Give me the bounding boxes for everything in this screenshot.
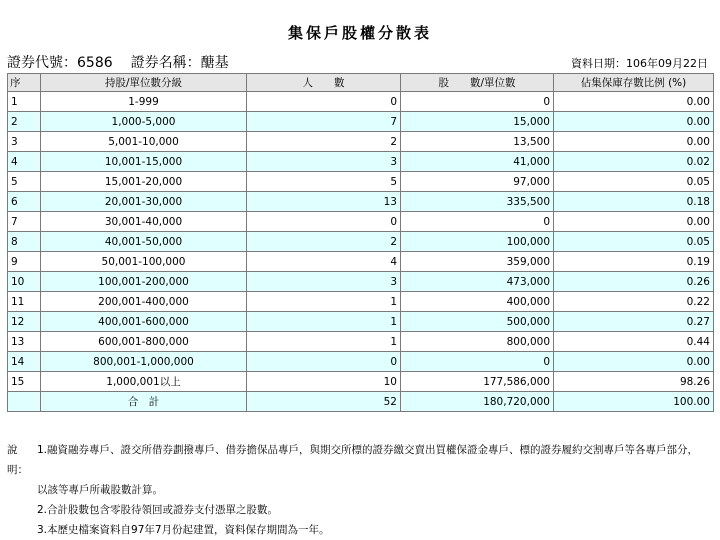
- total-percent: 100.00: [554, 392, 714, 412]
- row-range: 400,001-600,000: [41, 312, 247, 332]
- stock-name-label: 證券名稱：: [130, 55, 201, 71]
- row-people: 1: [247, 312, 401, 332]
- table-row: [8, 372, 714, 392]
- table-row: [8, 272, 714, 292]
- row-people: 2: [247, 132, 401, 152]
- total-seq: [8, 392, 41, 412]
- row-shares: 335,500: [401, 192, 554, 212]
- row-shares: 0: [401, 352, 554, 372]
- note-item: 1.融資融券專戶、證交所借券劃撥專戶、借券擔保品專戶，與期交所標的證券繳交賣出買權保證金專戶、標的證券履約交割專戶等各專戶部分，: [37, 444, 699, 456]
- row-shares: 800,000: [401, 332, 554, 352]
- row-shares: 13,500: [401, 132, 554, 152]
- row-seq: 8: [8, 232, 41, 252]
- col-header-shares: 股 數/單位數: [401, 74, 554, 92]
- row-shares: 0: [401, 92, 554, 112]
- row-shares: 0: [401, 212, 554, 232]
- notes-label: 說明：: [7, 444, 28, 476]
- row-people: 3: [247, 272, 401, 292]
- row-seq: 3: [8, 132, 41, 152]
- row-people: 4: [247, 252, 401, 272]
- table-row: [8, 252, 714, 272]
- table-row: [8, 132, 714, 152]
- row-seq: 10: [8, 272, 41, 292]
- row-shares: 177,586,000: [401, 372, 554, 392]
- row-shares: 97,000: [401, 172, 554, 192]
- stock-code: 6586: [77, 55, 113, 71]
- row-percent: 0.00: [554, 212, 714, 232]
- row-people: 0: [247, 352, 401, 372]
- row-range: 200,001-400,000: [41, 292, 247, 312]
- row-people: 7: [247, 112, 401, 132]
- table-row: [8, 192, 714, 212]
- note-item: 3.本歷史檔案資料自97年7月份起建置，資料保存期間為一年。: [37, 524, 330, 536]
- table-row: [8, 232, 714, 252]
- row-percent: 0.05: [554, 232, 714, 252]
- total-row: [8, 392, 714, 412]
- row-percent: 0.18: [554, 192, 714, 212]
- page-title: 集保戶股權分散表: [287, 24, 432, 42]
- row-people: 5: [247, 172, 401, 192]
- row-seq: 4: [8, 152, 41, 172]
- row-seq: 14: [8, 352, 41, 372]
- table-header-row: [8, 74, 714, 92]
- row-range: 1-999: [41, 92, 247, 112]
- row-percent: 0.02: [554, 152, 714, 172]
- row-percent: 0.44: [554, 332, 714, 352]
- row-people: 0: [247, 92, 401, 112]
- row-shares: 473,000: [401, 272, 554, 292]
- row-seq: 12: [8, 312, 41, 332]
- row-percent: 0.19: [554, 252, 714, 272]
- row-people: 0: [247, 212, 401, 232]
- row-percent: 0.00: [554, 352, 714, 372]
- table-row: [8, 172, 714, 192]
- data-date-value: 106年09月22日: [626, 57, 708, 70]
- row-range: 800,001-1,000,000: [41, 352, 247, 372]
- row-people: 1: [247, 332, 401, 352]
- row-range: 10,001-15,000: [41, 152, 247, 172]
- row-shares: 41,000: [401, 152, 554, 172]
- data-date-label: 資料日期：: [571, 57, 626, 70]
- total-people: 52: [247, 392, 401, 412]
- row-range: 1,000,001以上: [41, 372, 247, 392]
- table-row: [8, 332, 714, 352]
- row-percent: 0.22: [554, 292, 714, 312]
- row-seq: 7: [8, 212, 41, 232]
- row-percent: 0.05: [554, 172, 714, 192]
- row-percent: 0.00: [554, 132, 714, 152]
- row-people: 3: [247, 152, 401, 172]
- col-header-seq: 序: [8, 74, 41, 92]
- table-row: [8, 312, 714, 332]
- row-range: 50,001-100,000: [41, 252, 247, 272]
- row-people: 2: [247, 232, 401, 252]
- total-shares: 180,720,000: [401, 392, 554, 412]
- total-label: 合 計: [41, 392, 247, 412]
- stock-code-label: 證券代號：: [7, 55, 77, 71]
- row-percent: 98.26: [554, 372, 714, 392]
- row-shares: 100,000: [401, 232, 554, 252]
- row-percent: 0.26: [554, 272, 714, 292]
- row-range: 5,001-10,000: [41, 132, 247, 152]
- row-seq: 13: [8, 332, 41, 352]
- row-range: 40,001-50,000: [41, 232, 247, 252]
- note-item: 以該等專戶所載股數計算。: [37, 484, 163, 496]
- row-range: 30,001-40,000: [41, 212, 247, 232]
- row-range: 15,001-20,000: [41, 172, 247, 192]
- table-row: [8, 352, 714, 372]
- row-range: 1,000-5,000: [41, 112, 247, 132]
- table-row: [8, 112, 714, 132]
- row-percent: 0.00: [554, 92, 714, 112]
- row-seq: 11: [8, 292, 41, 312]
- row-shares: 400,000: [401, 292, 554, 312]
- row-people: 10: [247, 372, 401, 392]
- col-header-people: 人 數: [247, 74, 401, 92]
- row-seq: 15: [8, 372, 41, 392]
- row-seq: 5: [8, 172, 41, 192]
- row-people: 13: [247, 192, 401, 212]
- row-seq: 6: [8, 192, 41, 212]
- table-row: [8, 92, 714, 112]
- row-shares: 359,000: [401, 252, 554, 272]
- row-range: 20,001-30,000: [41, 192, 247, 212]
- table-row: [8, 212, 714, 232]
- row-seq: 2: [8, 112, 41, 132]
- col-header-percent: 佔集保庫存數比例 (%): [554, 74, 714, 92]
- row-percent: 0.27: [554, 312, 714, 332]
- data-date: [571, 55, 708, 71]
- notes: [7, 440, 698, 540]
- row-people: 1: [247, 292, 401, 312]
- row-percent: 0.00: [554, 112, 714, 132]
- row-range: 600,001-800,000: [41, 332, 247, 352]
- col-header-range: 持股/單位數分級: [41, 74, 247, 92]
- row-shares: 15,000: [401, 112, 554, 132]
- row-seq: 1: [8, 92, 41, 112]
- row-seq: 9: [8, 252, 41, 272]
- row-shares: 500,000: [401, 312, 554, 332]
- note-item: 2.合計股數包含零股待領回或證券支付憑單之股數。: [37, 504, 279, 516]
- table-row: [8, 292, 714, 312]
- stock-info: [7, 52, 229, 72]
- stock-name: 醣基: [200, 55, 229, 71]
- distribution-table: [7, 73, 714, 412]
- row-range: 100,001-200,000: [41, 272, 247, 292]
- table-row: [8, 152, 714, 172]
